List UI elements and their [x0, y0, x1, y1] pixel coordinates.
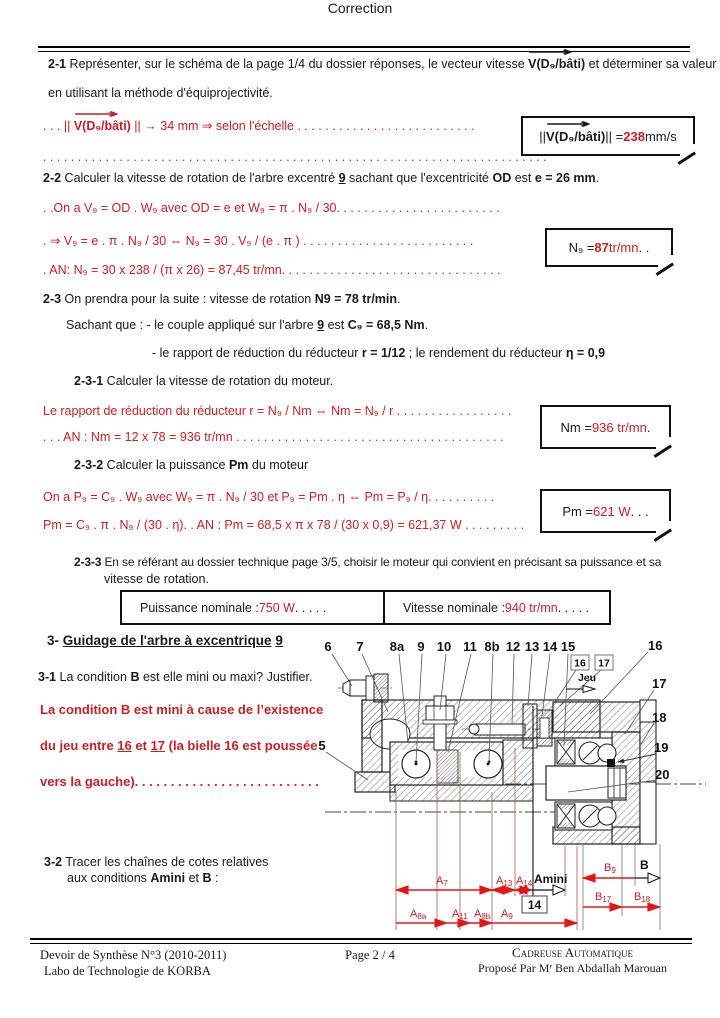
- dimension-chain-A-upper: [396, 872, 567, 895]
- vector-v: ⟶ V(D₉/bâti): [528, 45, 586, 71]
- page-title: Correction: [327, 0, 393, 16]
- answer-3-1-line2: du jeu entre 16 et 17 (la bielle 16 est poussée: [40, 738, 318, 753]
- jeu-box-17: 17: [598, 657, 610, 670]
- footer-right-line1: Cadreuse Automatique: [512, 945, 633, 960]
- callout-8b: 8b: [484, 639, 500, 654]
- dim-A13: A13: [496, 875, 513, 888]
- callout-8a: 8a: [389, 639, 405, 654]
- callout-20: 20: [655, 767, 670, 782]
- question-2-1-line1: 2-1 Représenter, sur le schéma de la page 1/4 du dossier réponses, le vecteur vitesse ⟶ V(D₉/bâti) et déterminer sa valeur: [48, 45, 717, 71]
- dim-A8a: A8a: [410, 908, 427, 921]
- dim-A8b: A8b: [474, 908, 491, 921]
- section-3-heading: 3- Guidage de l'arbre à excentrique 9: [47, 633, 283, 648]
- dim-B: B: [640, 858, 649, 872]
- callout-13: 13: [524, 639, 540, 654]
- vector-arrow-icon: ⟶: [546, 116, 591, 131]
- question-3-2-line1: 3-2 Tracer les chaînes de cotes relatives: [44, 855, 269, 869]
- answer-2-3-2-line1: On a P₉ = C₉ . W₉ avec W₉ = π . N₉ / 30 et P₉ = Pm . η ⇔ Pm = P₉ / η. . . . . . . . . .: [43, 490, 495, 504]
- callout-17: 17: [652, 676, 667, 691]
- answer-2-3-1-line2: . . . AN : Nm = 12 x 78 = 936 tr/mn . . . . . . . . . . . . . . . . . . . . . . . . . . . . . . . . . . . . . . .: [43, 430, 504, 444]
- dim-Amini: Amini: [534, 872, 568, 886]
- answer-2-2-line3: . AN: N₉ = 30 x 238 / (π x 26) = 87,45 tr/mn. . . . . . . . . . . . . . . . . . . . . . . . . . . . . . . .: [43, 263, 501, 277]
- answer-box-n9: N₉ = 87 tr/mn . .: [545, 228, 673, 267]
- callout-6: 6: [324, 639, 332, 654]
- answer-3-1-line1: La condition B est mini à cause de l’existence: [40, 702, 324, 717]
- callout-5: 5: [318, 738, 326, 753]
- table-cell-puissance: Puissance nominale : 750 W . . . . .: [122, 592, 385, 623]
- callout-15: 15: [560, 639, 576, 654]
- question-2-3-line3: - le rapport de réduction du réducteur r = 1/12 ; le rendement du réducteur η = 0,9: [152, 346, 606, 360]
- question-2-3-3-line1: 2-3-3 En se référant au dossier technique page 3/5, choisir le moteur qui convient en précisant sa puissance et sa: [74, 555, 662, 569]
- callout-7: 7: [356, 639, 364, 654]
- question-2-3-line2: Sachant que : - le couple appliqué sur l'arbre 9 est C₉ = 68,5 Nm.: [66, 318, 429, 332]
- footer-left-line1: Devoir de Synthèse N°3 (2010-2011): [40, 948, 227, 962]
- answer-3-1-line3: vers la gauche). . . . . . . . . . . . . . . . . . . . . . . . . .: [40, 774, 319, 789]
- callout-19: 19: [654, 740, 669, 755]
- question-2-2: 2-2 Calculer la vitesse de rotation de l'arbre excentré 9 sachant que l'excentricité OD est e = 26 mm.: [43, 171, 600, 185]
- vector-arrow-icon: ⟶: [73, 107, 119, 121]
- dim-A9: A9: [501, 908, 513, 921]
- answer-2-3-2-line2: Pm = C₉ . π . N₉ / (30 . η). . AN : Pm = 68,5 x π x 78 / (30 x 0,9) = 621,37 W . . . . . . . . .: [43, 518, 525, 532]
- callout-11: 11: [463, 639, 477, 654]
- answer-box-nm: Nm = 936 tr/mn .: [540, 405, 671, 449]
- dim-A7: A7: [436, 875, 448, 888]
- question-3-2-line2: aux conditions Amini et B :: [67, 871, 219, 885]
- jeu-annotation: [566, 655, 613, 693]
- connecting-rod-assembly: [546, 700, 656, 844]
- answer-box-pm: Pm = 621 W . . .: [540, 489, 671, 533]
- question-2-1-line2: en utilisant la méthode d'équiprojectivité.: [48, 86, 273, 100]
- motor-answer-table: [120, 590, 611, 625]
- jeu-box-16: 16: [574, 657, 586, 670]
- vector-arrow-icon: ⟶: [528, 45, 573, 59]
- dim-B9: B9: [604, 862, 616, 875]
- question-2-3-2: 2-3-2 Calculer la puissance Pm du moteur: [74, 458, 309, 472]
- answer-2-2-line2: . ⇒ V₉ = e . π . N₉ / 30 ⇔ N₉ = 30 . V₉ / (e . π ) . . . . . . . . . . . . . . . . . . . . . . . . .: [43, 234, 474, 248]
- answer-2-3-1-line1: Le rapport de réduction du réducteur r = N₉ / Nm ⇔ Nm = N₉ / r . . . . . . . . . . . . . . . . .: [43, 404, 512, 418]
- header-rule: [38, 46, 690, 52]
- vector-v-box: ⟶ V(D₉/bâti): [546, 116, 606, 144]
- footer-rule: [30, 938, 692, 944]
- dim-B18: B18: [634, 891, 651, 904]
- bearing-block: [390, 740, 533, 801]
- footer-right-line2: Proposé Par Mʳ Ben Abdallah Marouan: [478, 961, 667, 975]
- extension-lines-right: [583, 844, 660, 930]
- b-arrow-icon: [648, 873, 660, 883]
- question-2-3-3-line2: vitesse de rotation.: [104, 572, 209, 586]
- callout-12: 12: [505, 639, 521, 654]
- callout-14: 14: [542, 639, 558, 654]
- callout-16: 16: [648, 638, 663, 653]
- technical-drawing: [310, 630, 710, 940]
- dim-B17: B17: [595, 891, 612, 904]
- jeu-arrow-icon: [583, 686, 595, 693]
- dimension-chain-B: [583, 858, 660, 907]
- question-3-1: 3-1 La condition B est elle mini ou maxi? Justifier.: [38, 670, 313, 684]
- table-cell-vitesse: Vitesse nominale : 940 tr/mn . . . . .: [403, 600, 589, 615]
- dim-A11: A11: [452, 908, 468, 921]
- callout-9: 9: [417, 639, 425, 654]
- answer-2-1: . . . || ⟶ V(D₉/bâti) || → 34 mm ⇒ selon l'échelle . . . . . . . . . . . . . . . . . . . . . . . . . .: [43, 107, 475, 133]
- dotted-answer-line: . . . . . . . . . . . . . . . . . . . . . . . . . . . . . . . . . . . . . . . . . . . . . . . . . . . . . . . . . . . . . . . . . . . . . . . . .: [43, 150, 547, 164]
- ref-box-14: [522, 896, 547, 913]
- answer-2-2-line1: . .On a V₉ = OD . W₉ avec OD = e et W₉ = π . N₉ / 30. . . . . . . . . . . . . . . . . . . . . . . .: [43, 201, 500, 215]
- footer-page-number: Page 2 / 4: [345, 948, 395, 962]
- seal-19: [607, 759, 615, 767]
- dim-A14: A14: [516, 875, 533, 888]
- dimension-chain-A-lower: [396, 908, 577, 923]
- question-2-3-line1: 2-3 On prendra pour la suite : vitesse de rotation N9 = 78 tr/min.: [43, 292, 401, 306]
- vector-v-red: ⟶ V(D₉/bâti): [73, 107, 131, 133]
- question-2-3-1: 2-3-1 Calculer la vitesse de rotation du moteur.: [74, 374, 334, 388]
- answer-box-v: || ⟶ V(D₉/bâti) || = 238 mm/s: [521, 116, 695, 156]
- ref-box-14-label: 14: [527, 898, 542, 912]
- footer-left-line2: Labo de Technologie de KORBA: [44, 964, 211, 978]
- callout-10: 10: [436, 639, 452, 654]
- amini-arrow-icon: [553, 885, 565, 895]
- jeu-label: Jeu: [577, 672, 597, 684]
- callout-18: 18: [652, 710, 667, 725]
